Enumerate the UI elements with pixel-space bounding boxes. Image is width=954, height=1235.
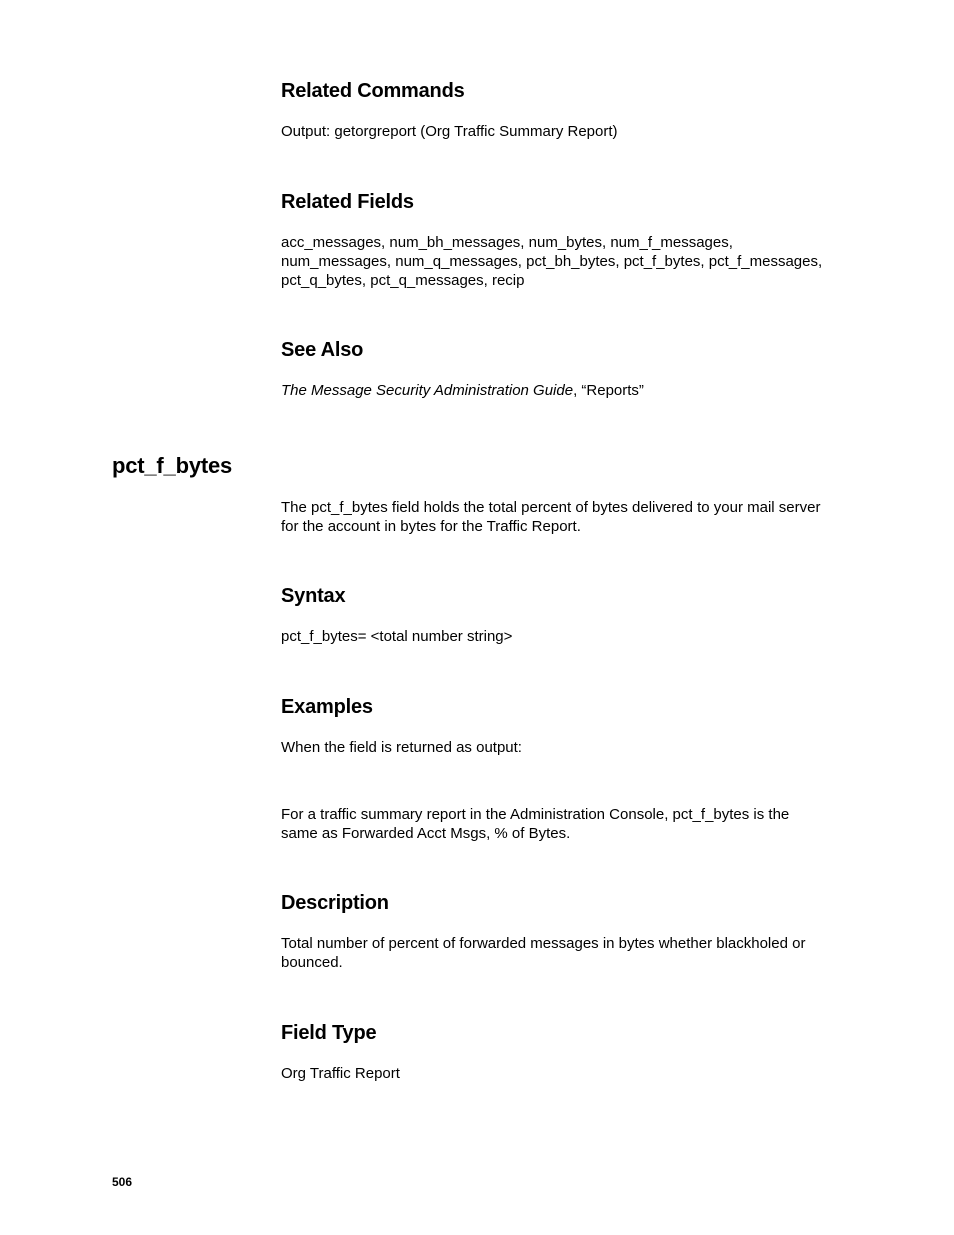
page-number: 506 <box>112 1175 133 1189</box>
see-also-heading: See Also <box>281 339 364 361</box>
related-fields-text <box>281 233 846 290</box>
examples-note-line: same as Forwarded Acct Msgs, % of Bytes. <box>281 825 571 842</box>
related-commands-text: Output: getorgreport (Org Traffic Summary Report) <box>281 123 618 140</box>
description-line: Total number of percent of forwarded messages in bytes whether blackholed or <box>281 935 806 952</box>
field-type-heading: Field Type <box>281 1022 377 1044</box>
field-intro-line: The pct_f_bytes field holds the total percent of bytes delivered to your mail server <box>281 499 821 516</box>
see-also-rest: , “Reports” <box>573 382 644 399</box>
examples-heading: Examples <box>281 696 373 718</box>
examples-note-line: For a traffic summary report in the Administration Console, pct_f_bytes is the <box>281 806 790 823</box>
syntax-text: pct_f_bytes= <total number string> <box>281 628 513 645</box>
related-fields-line: num_messages, num_q_messages, pct_bh_bytes, pct_f_bytes, pct_f_messages, <box>281 253 823 270</box>
description-heading: Description <box>281 892 389 914</box>
field-type-text: Org Traffic Report <box>281 1065 400 1082</box>
see-also-text <box>281 381 846 400</box>
description-line: bounced. <box>281 954 343 971</box>
description-text <box>281 934 846 972</box>
related-fields-line: acc_messages, num_bh_messages, num_bytes, num_f_messages, <box>281 234 733 251</box>
examples-text: When the field is returned as output: <box>281 739 522 756</box>
field-intro <box>281 498 846 536</box>
related-fields-heading: Related Fields <box>281 191 414 213</box>
examples-note <box>281 805 846 843</box>
related-fields-line: pct_q_bytes, pct_q_messages, recip <box>281 272 525 289</box>
field-name-heading: pct_f_bytes <box>112 453 233 478</box>
field-intro-line: for the account in bytes for the Traffic Report. <box>281 518 581 535</box>
related-commands-heading: Related Commands <box>281 80 465 102</box>
guide-title: The Message Security Administration Guide <box>281 382 574 399</box>
syntax-heading: Syntax <box>281 585 346 607</box>
